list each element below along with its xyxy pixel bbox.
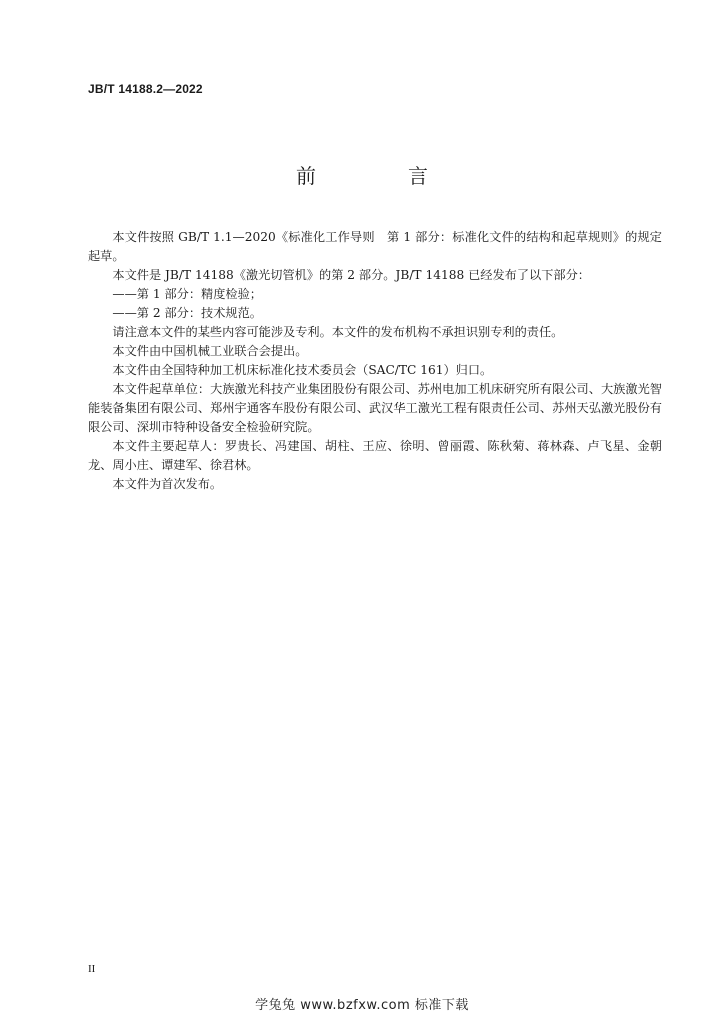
paragraph-drafting-organizations: 本文件起草单位：大族激光科技产业集团股份有限公司、苏州电加工机床研究所有限公司、大族激光智能装备集团有限公司、郑州宇通客车股份有限公司、武汉华工激光工程有限责任公司、苏州天弘激光股份有限公司、深圳市特种设备安全检验研究院。 [88,382,662,434]
list-item-part-2: ——第 2 部分：技术规范。 [112,306,262,320]
paragraph-proposed-by: 本文件由中国机械工业联合会提出。 [112,344,308,358]
paragraph-drafting-rules: 本文件按照 GB/T 1.1—2020《标准化工作导则 第 1 部分：标准化文件的结构和起草规则》的规定起草。 [88,230,662,263]
list-item-part-1: ——第 1 部分：精度检验； [112,287,262,301]
document-code: JB/T 14188.2—2022 [88,82,203,96]
page-title: 前 言 [296,164,464,188]
paragraph-patent-notice: 请注意本文件的某些内容可能涉及专利。本文件的发布机构不承担识别专利的责任。 [112,325,564,339]
paragraph-main-drafters: 本文件主要起草人：罗贵长、冯建国、胡柱、王应、徐明、曾丽霞、陈秋菊、蒋林森、卢飞星、金朝龙、周小庄、谭建军、徐君林。 [88,439,662,472]
page-number: II [88,963,96,975]
paragraph-first-release: 本文件为首次发布。 [112,477,223,491]
paragraph-administered-by: 本文件由全国特种加工机床标准化技术委员会（SAC/TC 161）归口。 [112,363,493,377]
foreword-body [88,228,662,494]
paragraph-parts-intro: 本文件是 JB/T 14188《激光切管机》的第 2 部分。JB/T 14188 已经发布了以下部分： [112,268,590,282]
watermark-text: 学兔兔 www.bzfxw.com 标准下载 [255,998,469,1013]
